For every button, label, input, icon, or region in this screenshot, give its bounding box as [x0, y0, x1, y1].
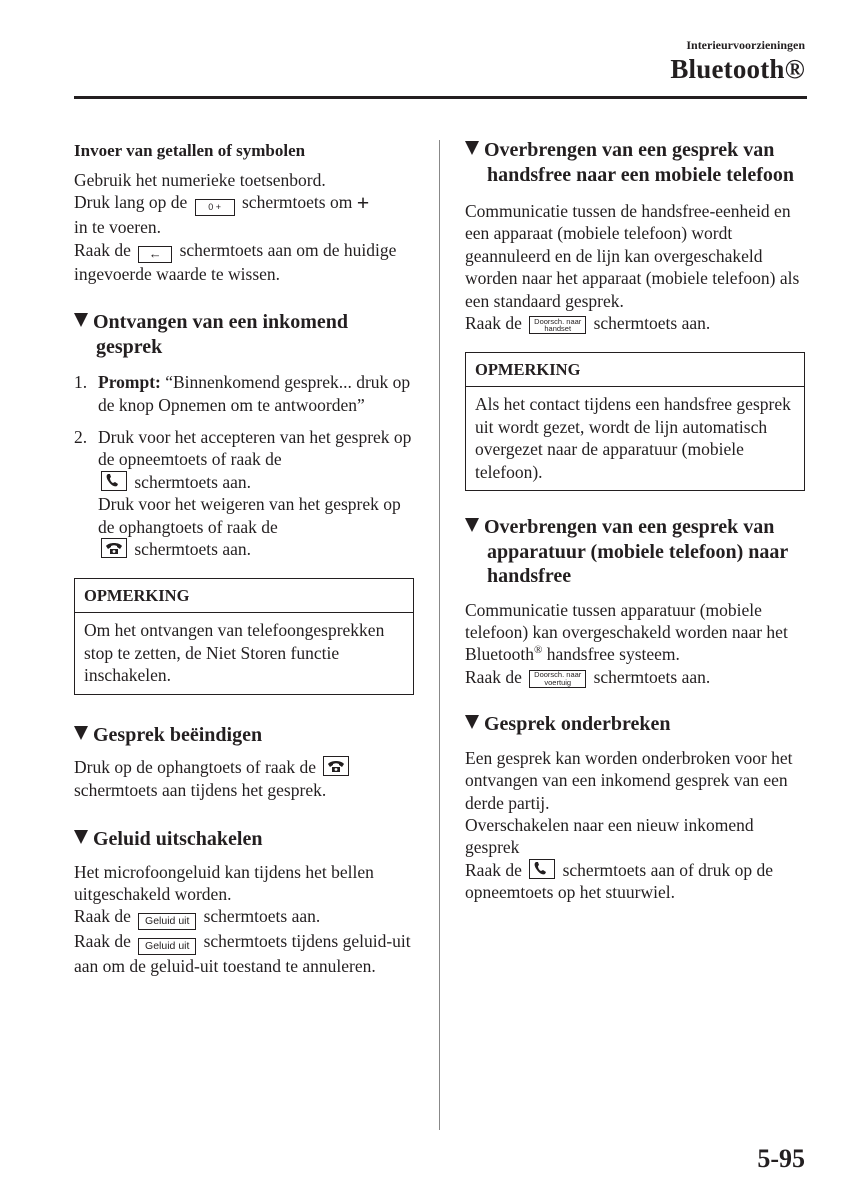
right-column [465, 138, 805, 904]
triangle-bullet-icon [465, 715, 479, 729]
transfer-to-vehicle-key-icon: Doorsch. naar voertuig [529, 670, 586, 688]
hangup-phone-key-icon [101, 538, 127, 558]
interrupt-heading: Gesprek onderbreken [465, 712, 805, 737]
symbols-heading: Invoer van getallen of symbolen [74, 141, 306, 160]
transfer-to-handset-key-icon: Doorsch. naar handset [529, 316, 586, 334]
header-section-label: Interieurvoorzieningen [686, 38, 805, 52]
note-box [465, 352, 805, 491]
triangle-bullet-icon [465, 518, 479, 532]
to-mobile-text: Communicatie tussen de handsfree-eenheid en een apparaat (mobiele telefoon) wordt geannuleerd en de lijn kan overgeschakeld worden naar het apparaat (mobiele telefoon) als een standaard gesprek. Raak de Doorsch. naar handset schermtoets aan. [465, 201, 800, 334]
to-handsfree-heading: Overbrengen van een gesprek van apparatuur (mobiele telefoon) naar handsfree [465, 515, 805, 589]
backspace-key-icon: ← [138, 246, 172, 263]
page-title: Bluetooth® [670, 54, 805, 84]
answer-phone-key-icon [529, 859, 555, 879]
section-transfer-to-mobile [465, 138, 805, 334]
answer-phone-key-icon [101, 471, 127, 491]
triangle-bullet-icon [74, 313, 88, 327]
triangle-bullet-icon [74, 830, 88, 844]
symbols-text: Gebruik het numerieke toetsenbord. Druk lang op de 0 + schermtoets om + in te voeren. Raak de ← schermtoets aan om de huidige ingevoerde waarde te wissen. [74, 170, 397, 284]
section-transfer-to-handsfree [465, 515, 805, 688]
note-label: OPMERKING [466, 353, 804, 387]
mute-key-icon: Geluid uit [138, 938, 196, 955]
mute-key-icon: Geluid uit [138, 913, 196, 930]
column-divider [439, 140, 440, 1130]
zero-plus-key-icon: 0 + [195, 199, 235, 216]
plus-icon: + [356, 190, 370, 216]
note-box [74, 578, 414, 694]
left-column [74, 138, 414, 978]
section-interrupt [465, 712, 805, 903]
to-mobile-heading: Overbrengen van een gesprek van handsfree naar een mobiele telefoon [465, 138, 805, 187]
hangup-phone-key-icon [323, 756, 349, 776]
end-call-text: Druk op de ophangtoets of raak de schermtoets aan tijdens het gesprek. [74, 756, 414, 801]
section-incoming-call [74, 310, 414, 560]
triangle-bullet-icon [74, 726, 88, 740]
to-handsfree-text: Communicatie tussen apparatuur (mobiele telefoon) kan overgeschakeld worden naar het Bluetooth® handsfree systeem. Raak de Doorsch. naar voertuig schermtoets aan. [465, 599, 788, 687]
interrupt-text: Een gesprek kan worden onderbroken voor het ontvangen van een inkomend gesprek van een derde partij. Overschakelen naar een nieuw inkomend gesprek Raak de schermtoets aan of druk op de opneemtoets op het stuurwiel. [465, 747, 793, 903]
note-text: Om het ontvangen van telefoongesprekken stop te zetten, de Niet Storen functie inschakelen. [84, 620, 385, 686]
list-item: 2. Druk voor het accepteren van het gesprek op de opneemtoets of raak de schermtoets aan. Druk voor het weigeren van het gesprek op de ophangtoets of raak de schermtoets aan. [74, 427, 412, 560]
list-item: 1. Prompt: “Binnenkomend gesprek... druk op de knop Opnemen om te antwoorden” [74, 372, 411, 415]
section-mute [74, 827, 414, 978]
mute-heading: Geluid uitschakelen [74, 827, 414, 852]
page-number: 5-95 [757, 1144, 805, 1173]
section-symbols [74, 138, 414, 285]
mute-text: Het microfoongeluid kan tijdens het bellen uitgeschakeld worden. Raak de Geluid uit schermtoets aan. Raak de Geluid uit schermtoets tijdens geluid-uit aan om de geluid-uit toestand te annuleren. [74, 861, 411, 977]
section-end-call [74, 723, 414, 801]
header-rule [74, 96, 807, 99]
note-text: Als het contact tijdens een handsfree gesprek uit wordt gezet, wordt de lijn automatisch overgezet naar de apparatuur (mobiele telefoon). [475, 394, 791, 482]
note-label: OPMERKING [75, 579, 413, 613]
end-call-heading: Gesprek beëindigen [74, 723, 414, 748]
incoming-heading: Ontvangen van een inkomend gesprek [74, 310, 414, 359]
triangle-bullet-icon [465, 141, 479, 155]
